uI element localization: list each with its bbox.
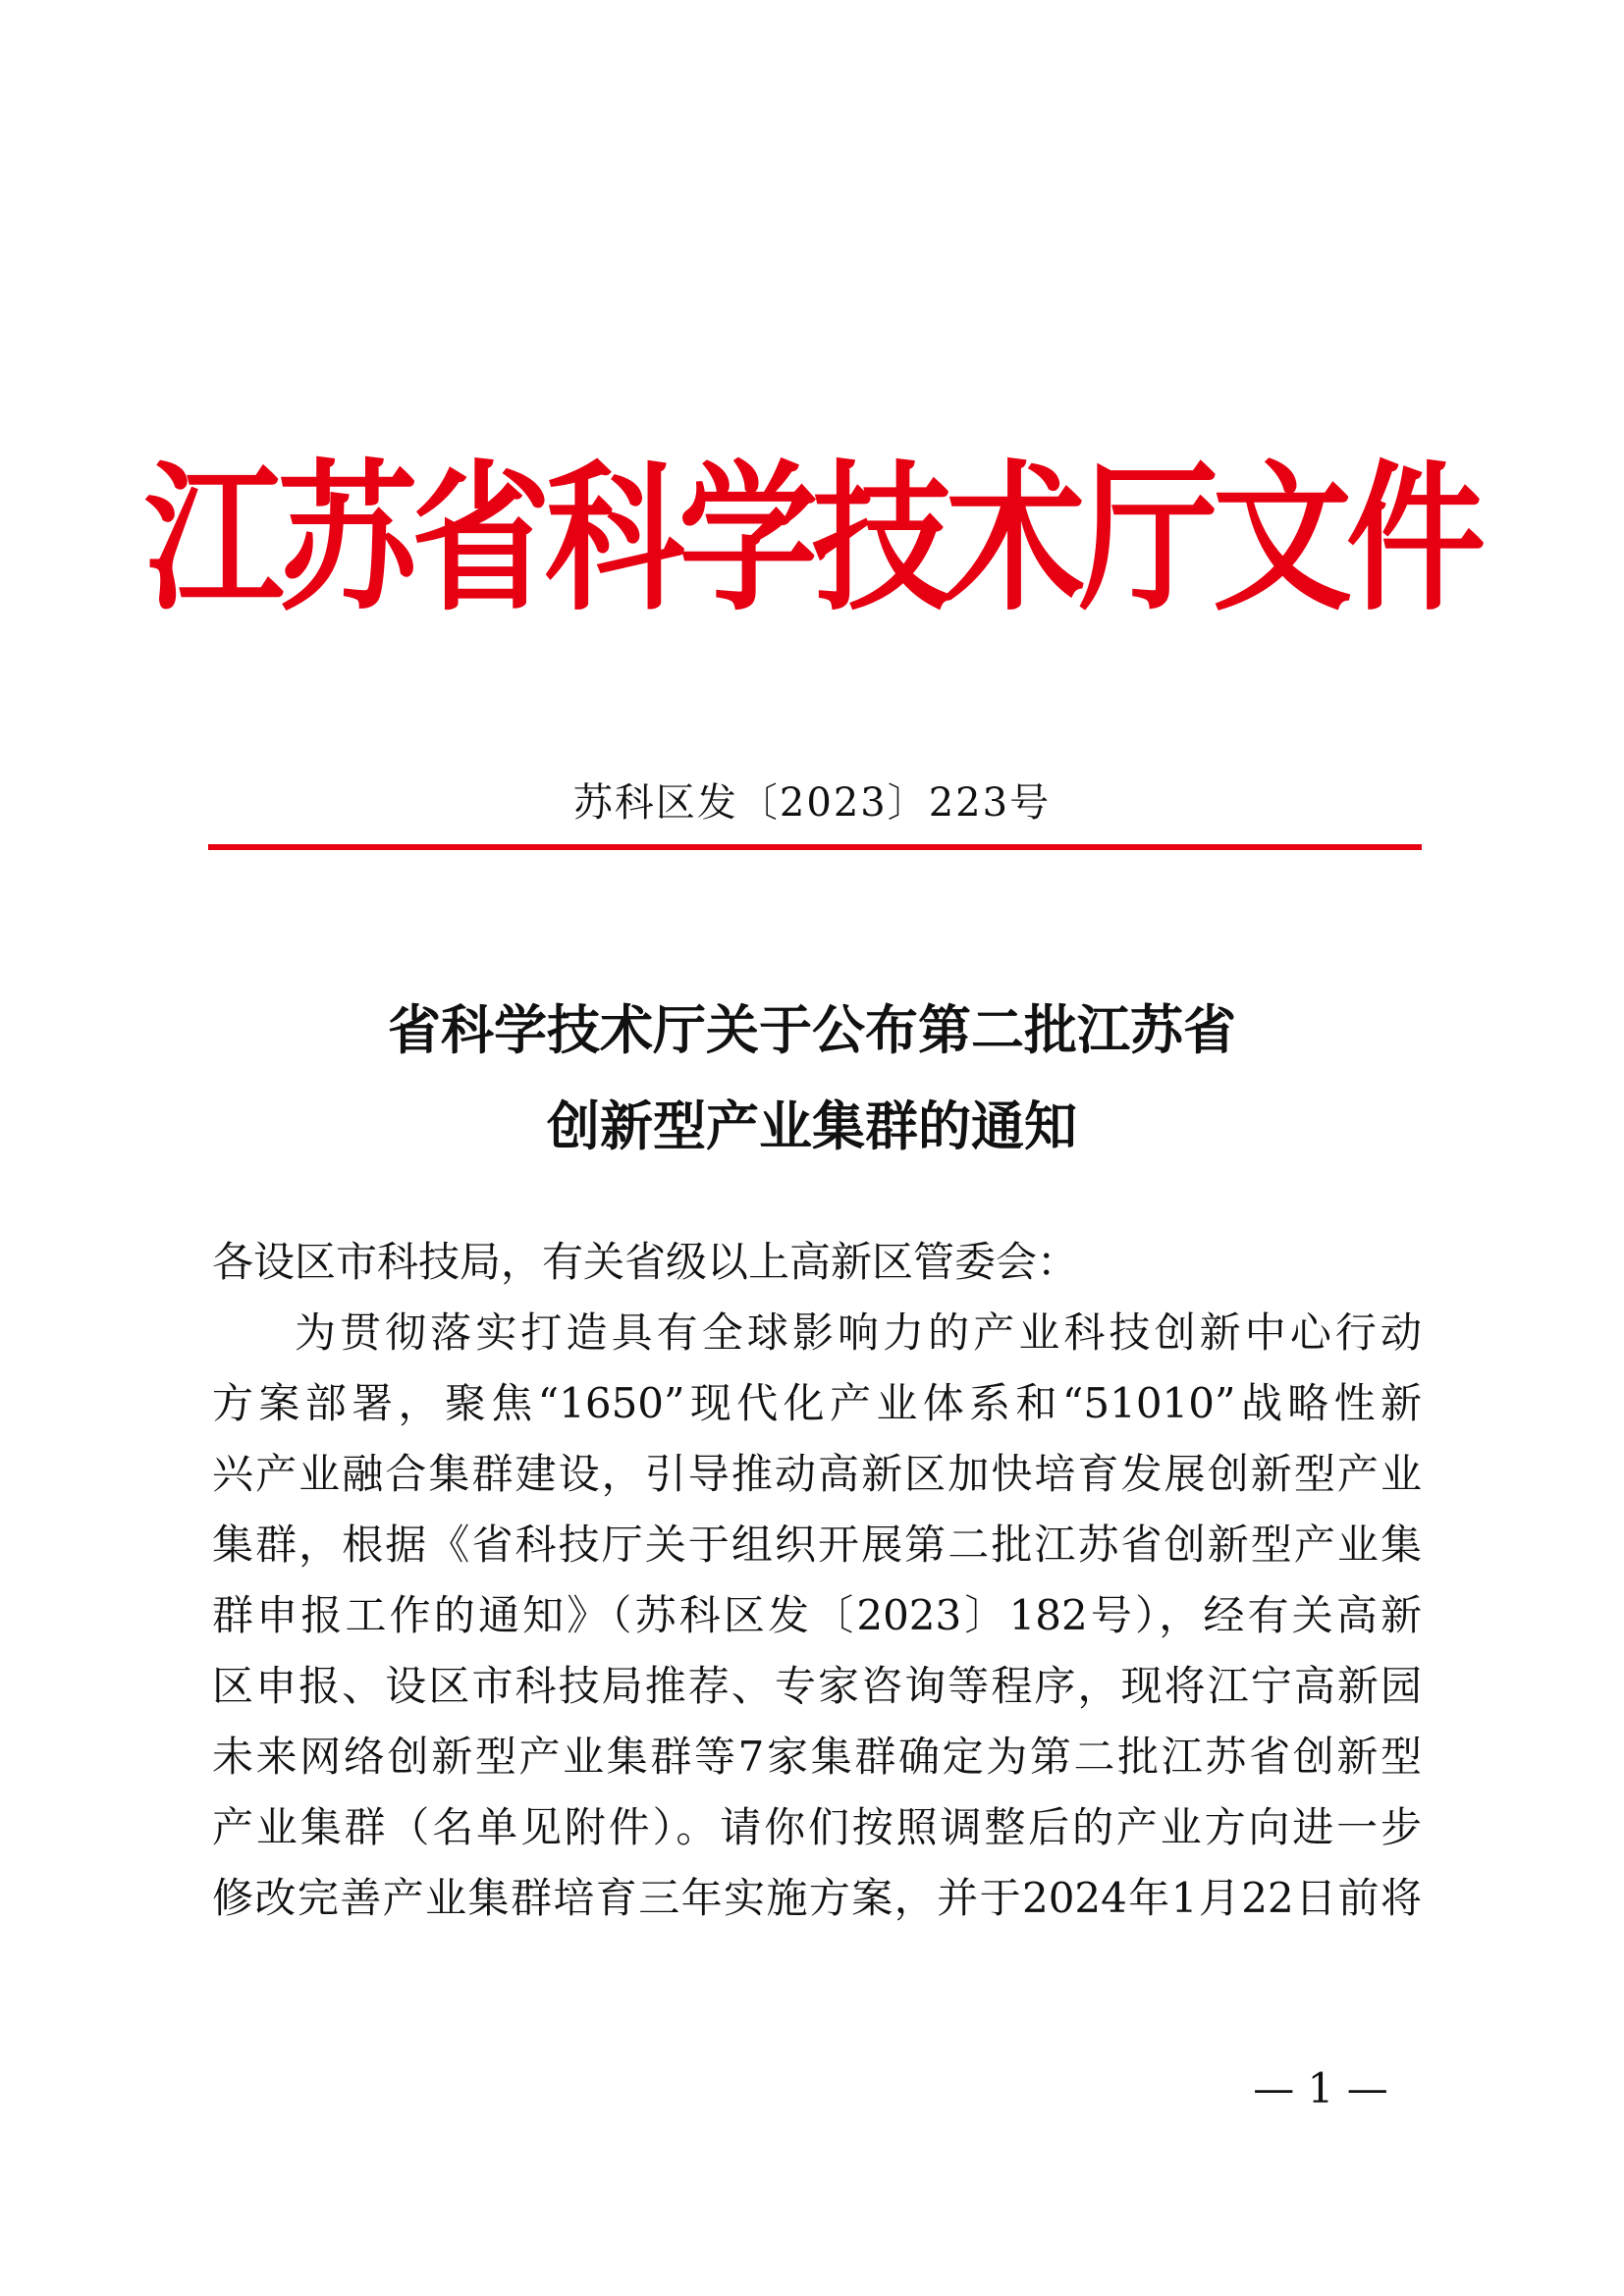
red-divider-line <box>208 844 1422 850</box>
document-title <box>0 982 1624 1174</box>
body-line: 集群，根据《省科技厅关于组织开展第二批江苏省创新型产业集 <box>212 1521 1422 1569</box>
document-masthead: 江苏省科学技术厅文件 <box>144 445 1480 633</box>
document-number: 苏科区发〔2023〕223号 <box>572 780 1052 826</box>
body-line: 方案部署，聚焦“1650”现代化产业体系和“51010”战略性新 <box>212 1379 1422 1427</box>
body-line: 群申报工作的通知》（苏科区发〔2023〕182号），经有关高新 <box>212 1591 1422 1639</box>
body-line: 为贯彻落实打造具有全球影响力的产业科技创新中心行动 <box>295 1308 1422 1357</box>
salutation: 各设区市科技局，有关省级以上高新区管委会： <box>212 1238 1079 1286</box>
body-line: 未来网络创新型产业集群等7家集群确定为第二批江苏省创新型 <box>212 1733 1422 1781</box>
body-line: 区申报、设区市科技局推荐、专家咨询等程序，现将江宁高新园 <box>212 1662 1422 1710</box>
body-line: 兴产业融合集群建设，引导推动高新区加快培育发展创新型产业 <box>212 1450 1422 1498</box>
body-line: 产业集群（名单见附件）。请你们按照调整后的产业方向进一步 <box>212 1803 1422 1851</box>
document-title-line-1: 省科学技术厅关于公布第二批江苏省 <box>388 998 1236 1061</box>
page-number: — 1 — <box>1253 2064 1388 2112</box>
body-line: 修改完善产业集群培育三年实施方案，并于2024年1月22日前将 <box>212 1874 1422 1922</box>
document-body <box>212 1227 1422 1934</box>
document-title-line-2: 创新型产业集群的通知 <box>547 1095 1077 1157</box>
